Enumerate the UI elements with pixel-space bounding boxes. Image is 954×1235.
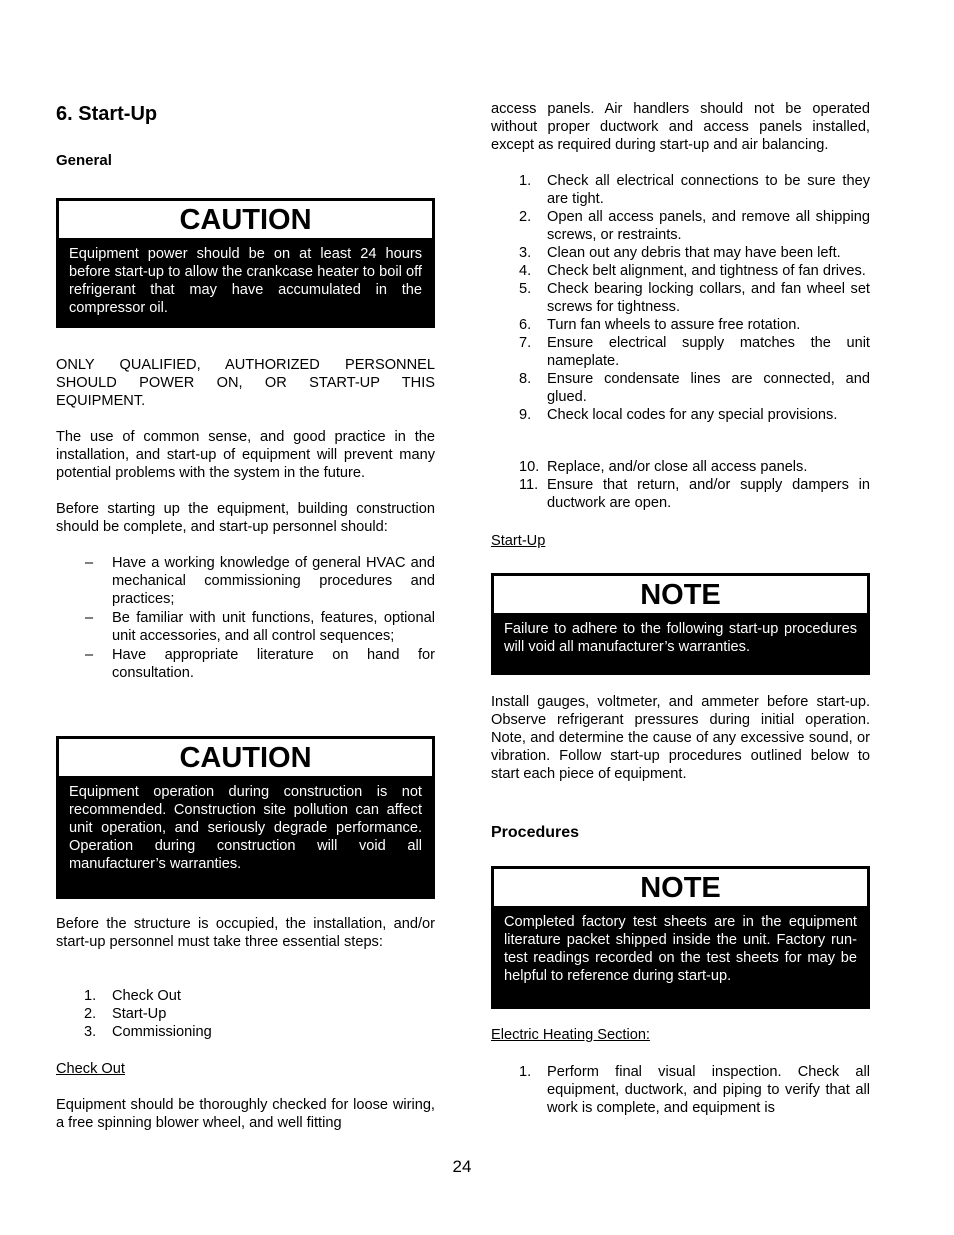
caution-box-construction (56, 736, 435, 899)
electric-heating-heading: Electric Heating Section: (491, 1027, 650, 1043)
list-number: 5. (519, 281, 532, 297)
list-item (491, 458, 870, 476)
list-item-text: Ensure that return, and/or supply dampers in ductwork are open. (547, 477, 870, 511)
list-item (56, 554, 435, 608)
note-text: Completed factory test sheets are in the equipment literature packet shipped inside the unit. Factory run-test readings recorded on the test sheets for may be helpful to reference during start-up. (504, 914, 857, 984)
list-number: 10. (519, 459, 540, 475)
list-number: 1. (519, 1064, 532, 1080)
caution-title: CAUTION (59, 739, 432, 776)
list-number: 11. (519, 477, 539, 493)
list-item-text: Open all access panels, and remove all shipping screws, or restraints. (547, 209, 870, 243)
note-text: Failure to adhere to the following start-up procedures will void all manufacturer’s warranties. (504, 621, 857, 655)
list-item-text: Start-Up (112, 1006, 167, 1022)
before-structure-paragraph: Before the structure is occupied, the installation, and/or start-up personnel must take three essential steps: (56, 916, 435, 950)
list-item-text: Check bearing locking collars, and fan wheel set screws for tightness. (547, 281, 870, 315)
check-out-heading: Check Out (56, 1061, 125, 1077)
list-item-text: Be familiar with unit functions, features, optional unit accessories, and all control sequences; (112, 610, 435, 644)
list-item (56, 987, 435, 1005)
list-item-text: Check local codes for any special provisions. (547, 407, 838, 423)
list-item-text: Check belt alignment, and tightness of fan drives. (547, 263, 866, 279)
list-item (491, 262, 870, 280)
install-gauges-paragraph: Install gauges, voltmeter, and ammeter before start-up. Observe refrigerant pressures during initial operation. Note, and determine the cause of any excessive sound, or vibration. Follow start-up procedures outlined below to start each piece of equipment. (491, 694, 870, 782)
checkout-list (491, 172, 870, 424)
list-item-text: Ensure condensate lines are connected, and glued. (547, 371, 870, 405)
before-starting-paragraph: Before starting up the equipment, building construction should be complete, and start-up personnel should: (56, 501, 435, 535)
qualified-personnel-paragraph: ONLY QUALIFIED, AUTHORIZED PERSONNEL SHOULD POWER ON, OR START-UP THIS EQUIPMENT. (56, 357, 435, 409)
list-item (491, 316, 870, 334)
list-item-text: Have appropriate literature on hand for consultation. (112, 647, 435, 681)
list-item (491, 1063, 870, 1117)
dash-marker: – (85, 555, 94, 571)
access-panels-paragraph: access panels. Air handlers should not be operated without proper ductwork and access panels installed, except as required during start-up and air balancing. (491, 101, 870, 153)
caution-title: CAUTION (59, 201, 432, 238)
list-number: 1. (84, 988, 97, 1004)
list-item-text: Turn fan wheels to assure free rotation. (547, 317, 801, 333)
list-number: 7. (519, 335, 532, 351)
dash-marker: – (85, 610, 94, 626)
caution-box-power (56, 198, 435, 328)
check-out-paragraph: Equipment should be thoroughly checked for loose wiring, a free spinning blower wheel, and well fitting (56, 1097, 435, 1131)
list-number: 1. (519, 173, 532, 189)
list-item-text: Replace, and/or close all access panels. (547, 459, 808, 475)
section-title: 6. Start-Up (56, 103, 158, 125)
caution-text: Equipment power should be on at least 24 hours before start-up to allow the crankcase heater to boil off refrigerant that may have accumulated in the compressor oil. (69, 246, 422, 316)
list-item-text: Check Out (112, 988, 181, 1004)
list-item (491, 208, 870, 244)
list-item (56, 1005, 435, 1023)
list-item (491, 172, 870, 208)
list-item (56, 646, 435, 682)
list-item (491, 244, 870, 262)
list-item (491, 476, 870, 512)
list-item-text: Clean out any debris that may have been left. (547, 245, 841, 261)
list-item-text: Ensure electrical supply matches the unit nameplate. (547, 335, 870, 369)
note-title: NOTE (494, 869, 867, 906)
list-item-text: Check all electrical connections to be sure they are tight. (547, 173, 870, 207)
list-item (491, 406, 870, 424)
checkout-list-continued (491, 458, 870, 512)
procedures-heading: Procedures (491, 824, 580, 841)
list-item (491, 334, 870, 370)
list-item (56, 609, 435, 645)
list-number: 8. (519, 371, 532, 387)
page-number: 24 (452, 1157, 472, 1176)
list-item (56, 1023, 435, 1041)
personnel-requirements-list (56, 554, 435, 682)
caution-text: Equipment operation during construction is not recommended. Construction site pollution can affect unit operation, and seriously degrade performance. Operation during construction will void all manufacturer’s warranties. (69, 784, 422, 872)
note-box-warranty (491, 573, 870, 675)
list-item (491, 370, 870, 406)
list-number: 2. (84, 1006, 97, 1022)
list-number: 4. (519, 263, 532, 279)
general-heading: General (56, 152, 112, 169)
start-up-heading: Start-Up (491, 533, 546, 549)
list-item-text: Have a working knowledge of general HVAC and mechanical commissioning procedures and practices; (112, 555, 435, 607)
list-number: 9. (519, 407, 532, 423)
note-box-test-sheets (491, 866, 870, 1009)
list-number: 6. (519, 317, 532, 333)
essential-steps-list (56, 987, 435, 1041)
list-item-text: Perform final visual inspection. Check all equipment, ductwork, and piping to verify that all work is complete, and equipment is (547, 1064, 870, 1116)
list-number: 3. (519, 245, 532, 261)
dash-marker: – (85, 647, 94, 663)
list-number: 2. (519, 209, 532, 225)
list-item-text: Commissioning (112, 1024, 212, 1040)
electric-heating-list (491, 1063, 870, 1117)
list-item (491, 280, 870, 316)
common-sense-paragraph: The use of common sense, and good practice in the installation, and start-up of equipment will prevent many potential problems with the system in the future. (56, 429, 435, 481)
list-number: 3. (84, 1024, 97, 1040)
note-title: NOTE (494, 576, 867, 613)
